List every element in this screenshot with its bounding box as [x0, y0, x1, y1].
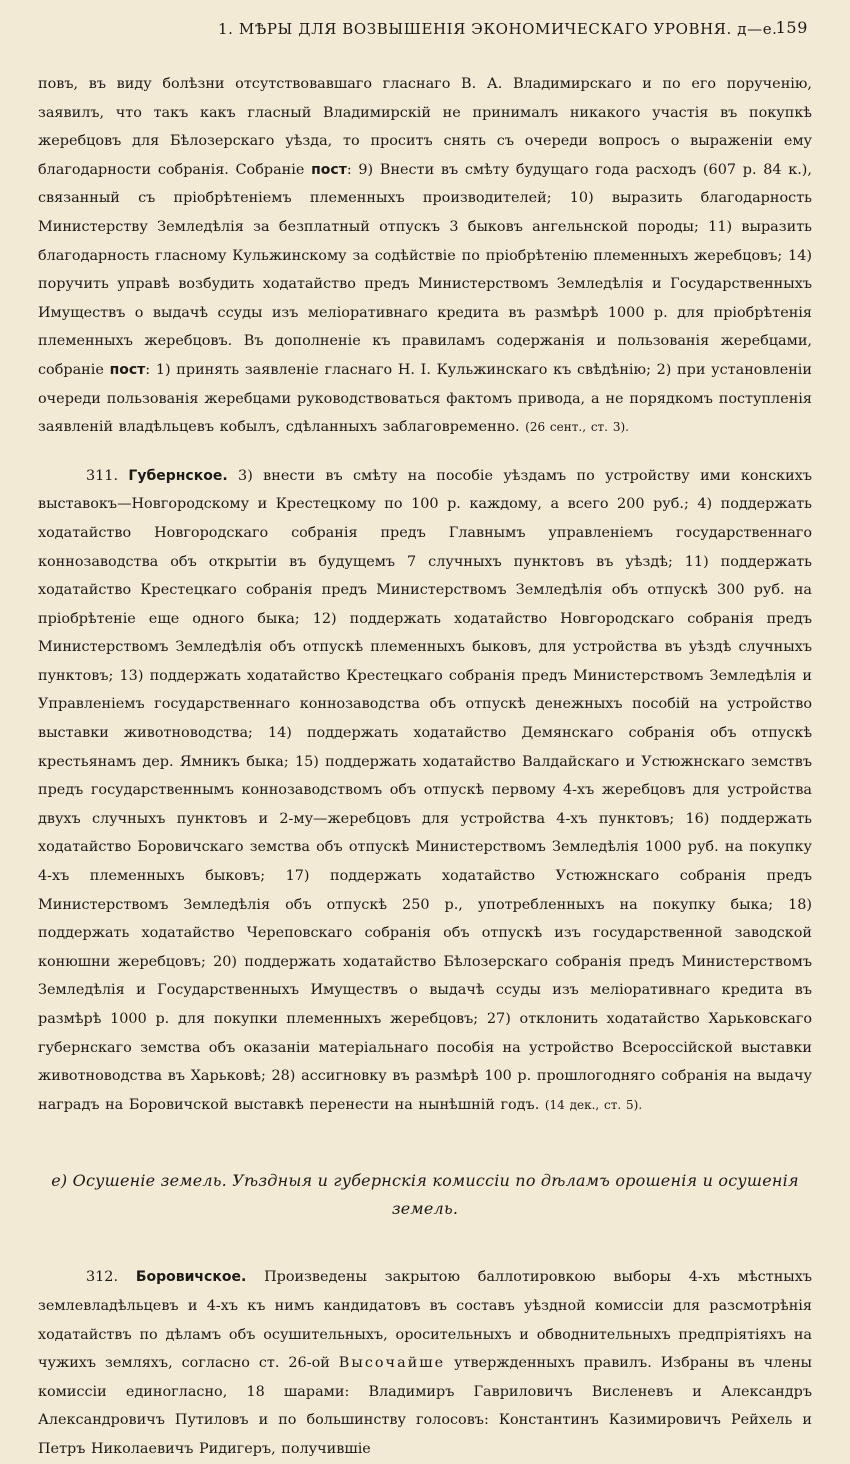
district-name: Губернское.	[128, 467, 228, 484]
paragraph-continuation	[38, 70, 812, 442]
spaced-word: Высочайше	[338, 1355, 446, 1372]
paragraph-311	[38, 462, 812, 1120]
source-reference: (14 дек., ст. 5).	[544, 1097, 643, 1112]
running-title: 1. МѢРЫ ДЛЯ ВОЗВЫШЕНІЯ ЭКОНОМИЧЕСКАГО УРОВНЯ. д—е.	[218, 20, 778, 38]
paragraph-text: повъ, въ виду болѣзни отсутствовавшаго гласнаго В. А. Владимирскаго и по его порученію, заявилъ, что такъ какъ гласный Владимирскій не принималъ никакого участія въ покупкѣ жеребцовъ для Бѣлозерскаго уѣзда, то проситъ снять съ очереди вопросъ о выраженіи ему благодарности собранія. Собраніе	[38, 76, 812, 178]
paragraph-text: 3) внести въ смѣту на пособіе уѣздамъ по устройству ими конскихъ выставокъ—Новгородскому и Крестецкому по 100 р. каждому, а всего 200 руб.; 4) поддержать ходатайство Новгородскаго собранія предъ Главнымъ управленіемъ государственнаго коннозаводства объ открытіи въ будущемъ 7 случныхъ пунктовъ въ уѣздѣ; 11) поддержать ходатайство Крестецкаго собранія предъ Министерствомъ Земледѣлія объ отпускѣ 300 руб. на пріобрѣтеніе еще одного быка; 12) поддержать ходатайство Новгородскаго собранія предъ Министерствомъ Земледѣлія объ отпускѣ племенныхъ быковъ, для устройства въ уѣздѣ случныхъ пунктовъ; 13) поддержать ходатайство Крестецкаго собранія предъ Министерствомъ Земледѣлія и Управленіемъ государственнаго коннозаводства объ отпускѣ денежныхъ пособій на устройство выставки животноводства; 14) поддержать ходатайство Демянскаго собранія объ отпускѣ крестьянамъ дер. Ямникъ быка; 15) поддержать ходатайство Валдайскаго и Устюжнскаго земствъ предъ государственнымъ коннозаводствомъ объ отпускѣ первому 4-хъ жеребцовъ для устройства двухъ случныхъ пунктовъ и 2-му—жеребцовъ для устройства 4-хъ пунктовъ; 16) поддержать ходатайство Боровичскаго земства объ отпускѣ Министерствомъ Земледѣлія 1000 руб. на покупку 4-хъ племенныхъ быковъ; 17) поддержать ходатайство Устюжнскаго собранія предъ Министерствомъ Земледѣлія объ отпускѣ 250 р., употребленныхъ на покупку быка; 18) поддержать ходатайство Череповскаго собранія объ отпускѣ изъ государственной заводской конюшни жеребцовъ; 20) поддержать ходатайство Бѣлозерскаго собранія предъ Министерствомъ Земледѣлія и Государственныхъ Имуществъ о выдачѣ ссуды изъ меліоративнаго кредита въ размѣрѣ 1000 р. для покупки племенныхъ жеребцовъ; 27) отклонить ходатайство Харьковскаго губернскаго земства объ оказаніи матеріальнаго пособія на устройство Всероссійской выставки животноводства въ Харьковѣ; 28) ассигновку въ размѣрѣ 100 р. прошлогодняго собранія на выдачу наградъ на Боровичской выставкѣ перенести на нынѣшній годъ.	[38, 467, 813, 1113]
paragraph-text: : 9) Внести въ смѣту будущаго года расходъ (607 р. 84 к.), связанный съ пріобрѣтеніемъ племенныхъ производителей; 10) выразить благодарность Министерству Земледѣлія за безплатный отпускъ 3 быковъ ангельнской породы; 11) выразить благодарность гласному Кульжинскому за содѣйствіе по пріобрѣтенію племенныхъ жеребцовъ; 14) поручить управѣ возбудить ходатайство предъ Министерствомъ Земледѣлія и Государственныхъ Имуществъ о выдачѣ ссуды изъ меліоративнаго кредита въ размѣрѣ 1000 р. для пріобрѣтенія племенныхъ жеребцовъ. Въ дополненіе къ правиламъ содержанія и пользованія жеребцами, собраніе	[38, 161, 812, 378]
paragraph-text: Произведены закрытою баллотировкою выборы 4-хъ мѣстныхъ землевладѣльцевъ и 4-хъ къ нимъ кандидатовъ въ составъ уѣздной комиссіи для разсмотрѣнія ходатайствъ по дѣламъ объ осушительныхъ, оросительныхъ и обводнительныхъ предпріятіяхъ на чужихъ земляхъ, согласно ст. 26-ой	[38, 1269, 813, 1372]
district-name: Боровичское.	[135, 1269, 247, 1286]
source-reference: (26 сент., ст. 3).	[525, 420, 629, 435]
paragraph-number: 312.	[86, 1269, 119, 1286]
page-number: 159	[775, 18, 808, 37]
paragraph-text: утвержденныхъ правилъ. Избраны въ члены комиссіи единогласно, 18 шарами: Владимиръ Гавриловичъ Висленевъ и Александръ Александровичъ Путиловъ и по большинству голосовъ: Константинъ Казимировичъ Рейхель и Петръ Николаевичъ Ридигеръ, получившіе	[38, 1355, 812, 1457]
section-heading: е) Осушеніе земель. Уѣздныя и губернскія комиссіи по дѣламъ орошенія и осушенія земель.	[51, 1171, 799, 1219]
paragraph-text: : 1) принять заявленіе гласнаго Н. І. Кульжинскаго къ свѣдѣнію; 2) при установленіи очереди пользованія жеребцами руководствоваться фактомъ привода, а не порядкомъ поступленія заявленій владѣльцевъ кобылъ, сдѣланныхъ заблаговременно.	[38, 361, 812, 436]
paragraph-312	[38, 1263, 812, 1463]
keyword-post: пост	[109, 361, 146, 378]
running-header	[38, 16, 812, 42]
keyword-post: пост	[311, 161, 347, 178]
paragraph-number: 311.	[86, 467, 119, 484]
